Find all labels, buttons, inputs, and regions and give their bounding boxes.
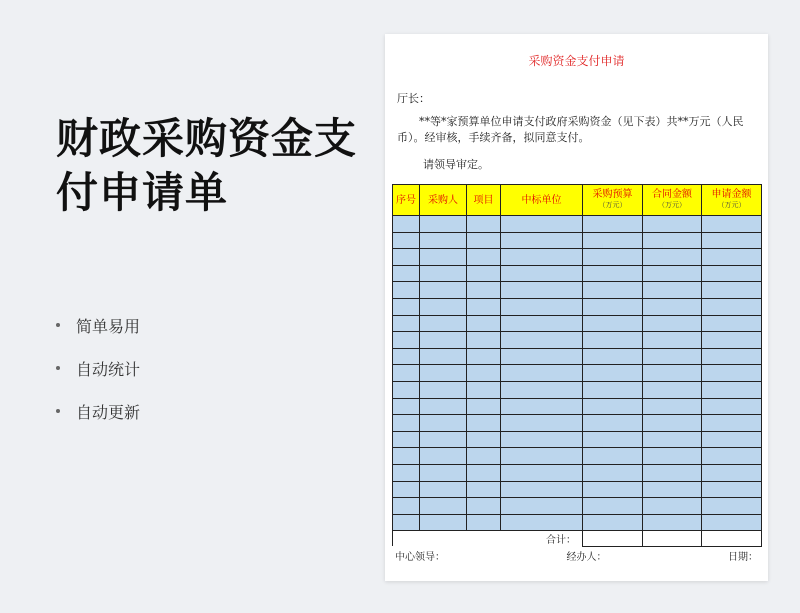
table-cell[interactable]: [643, 315, 702, 332]
table-cell[interactable]: [501, 398, 583, 415]
column-header-unit: （万元）: [658, 201, 686, 209]
table-cell[interactable]: [467, 298, 501, 315]
table-cell[interactable]: [393, 448, 420, 465]
table-cell[interactable]: [420, 232, 467, 249]
table-cell[interactable]: [467, 498, 501, 515]
column-header-label: 序号: [396, 194, 416, 206]
table-cell[interactable]: [501, 381, 583, 398]
table-cell[interactable]: [393, 398, 420, 415]
table-row: [393, 298, 762, 315]
column-header: [583, 185, 643, 216]
table-cell[interactable]: [393, 514, 420, 531]
table-cell[interactable]: [702, 464, 762, 481]
table-cell[interactable]: [501, 431, 583, 448]
table-cell[interactable]: [393, 365, 420, 382]
table-cell[interactable]: [583, 315, 643, 332]
table-cell[interactable]: [420, 415, 467, 432]
total-cell[interactable]: [702, 531, 762, 547]
table-cell[interactable]: [467, 415, 501, 432]
total-label: 合计：: [393, 531, 583, 547]
table-cell[interactable]: [501, 348, 583, 365]
column-header-label: 项目: [473, 194, 494, 206]
table-cell[interactable]: [467, 282, 501, 299]
page-title: [56, 112, 357, 220]
table-cell[interactable]: [501, 514, 583, 531]
table-cell[interactable]: [393, 216, 420, 233]
total-cell[interactable]: [643, 531, 702, 547]
table-cell[interactable]: [643, 381, 702, 398]
table-cell[interactable]: [467, 249, 501, 266]
request-paragraph: **等*家预算单位申请支付政府采购资金（见下表）共**万元（人民币）。经审核，手续齐备，拟同意支付。: [397, 115, 744, 144]
table-row: [393, 514, 762, 531]
table-cell[interactable]: [420, 448, 467, 465]
table-cell[interactable]: [643, 415, 702, 432]
table-cell[interactable]: [583, 365, 643, 382]
table-cell[interactable]: [420, 298, 467, 315]
table-cell[interactable]: [393, 298, 420, 315]
feature-label: 自动更新: [76, 402, 141, 422]
table-row: [393, 216, 762, 233]
table-cell[interactable]: [467, 332, 501, 349]
table-cell[interactable]: [501, 315, 583, 332]
table-cell[interactable]: [393, 332, 420, 349]
table-cell[interactable]: [643, 464, 702, 481]
column-header-unit: （万元）: [717, 201, 746, 209]
table-cell[interactable]: [501, 415, 583, 432]
table-cell[interactable]: [393, 381, 420, 398]
column-header: [643, 185, 702, 216]
table-cell[interactable]: [702, 216, 762, 233]
table-cell[interactable]: [467, 315, 501, 332]
table-row: [393, 448, 762, 465]
table-cell[interactable]: [501, 498, 583, 515]
table-row: [393, 265, 762, 282]
total-cell[interactable]: [583, 531, 643, 547]
table-cell[interactable]: [467, 348, 501, 365]
table-cell[interactable]: [420, 282, 467, 299]
table-cell[interactable]: [702, 365, 762, 382]
approval-request: 请领导审定。: [423, 158, 489, 171]
table-cell[interactable]: [583, 448, 643, 465]
feature-label: 自动统计: [76, 359, 141, 379]
table-row: [393, 381, 762, 398]
table-cell[interactable]: [702, 332, 762, 349]
table-cell[interactable]: [583, 498, 643, 515]
table-cell[interactable]: [420, 216, 467, 233]
table-body: [393, 216, 762, 547]
bullet-icon: [56, 323, 60, 327]
column-header: [501, 185, 583, 216]
table-cell[interactable]: [583, 249, 643, 266]
table-cell[interactable]: [702, 498, 762, 515]
table-row: [393, 365, 762, 382]
table-cell[interactable]: [420, 315, 467, 332]
table-row: [393, 332, 762, 349]
table-cell[interactable]: [702, 315, 762, 332]
table-cell[interactable]: [702, 448, 762, 465]
handler-label: 经办人：: [566, 552, 607, 563]
column-header: [393, 185, 420, 216]
table-cell[interactable]: [420, 381, 467, 398]
table-cell[interactable]: [393, 348, 420, 365]
table-cell[interactable]: [583, 282, 643, 299]
table-cell[interactable]: [467, 514, 501, 531]
table-cell[interactable]: [702, 431, 762, 448]
table-cell[interactable]: [467, 431, 501, 448]
column-header: [467, 185, 501, 216]
table-cell[interactable]: [501, 365, 583, 382]
table-row: [393, 464, 762, 481]
table-cell[interactable]: [643, 265, 702, 282]
table-cell[interactable]: [702, 249, 762, 266]
bullet-icon: [56, 366, 60, 370]
table-row: [393, 431, 762, 448]
table-row: [393, 498, 762, 515]
table-cell[interactable]: [420, 398, 467, 415]
table-cell[interactable]: [501, 282, 583, 299]
table-row: [393, 415, 762, 432]
table-cell[interactable]: [420, 464, 467, 481]
column-header: [702, 185, 762, 216]
feature-item: [56, 400, 140, 422]
table-cell[interactable]: [643, 348, 702, 365]
feature-label: 简单易用: [76, 316, 141, 336]
table-cell[interactable]: [583, 431, 643, 448]
table-cell[interactable]: [643, 332, 702, 349]
table-cell[interactable]: [583, 265, 643, 282]
table-cell[interactable]: [467, 381, 501, 398]
table-cell[interactable]: [467, 265, 501, 282]
table-cell[interactable]: [583, 216, 643, 233]
table-cell[interactable]: [702, 398, 762, 415]
salutation: 厅长：: [397, 92, 430, 105]
table-cell[interactable]: [393, 232, 420, 249]
table-cell[interactable]: [467, 464, 501, 481]
table-cell[interactable]: [420, 481, 467, 498]
table-cell[interactable]: [393, 415, 420, 432]
column-header-label: 采购人: [428, 194, 458, 206]
table-cell[interactable]: [501, 265, 583, 282]
table-cell[interactable]: [643, 282, 702, 299]
table-cell[interactable]: [393, 464, 420, 481]
feature-item: [56, 314, 140, 336]
table-cell[interactable]: [583, 514, 643, 531]
table-cell[interactable]: [420, 249, 467, 266]
page-title-line1: 财政采购资金支: [56, 114, 358, 163]
table-cell[interactable]: [643, 398, 702, 415]
table-cell[interactable]: [583, 232, 643, 249]
table-cell[interactable]: [702, 282, 762, 299]
table-cell[interactable]: [583, 464, 643, 481]
table-cell[interactable]: [393, 498, 420, 515]
table-cell[interactable]: [420, 348, 467, 365]
table-cell[interactable]: [393, 249, 420, 266]
table-cell[interactable]: [643, 431, 702, 448]
table-cell[interactable]: [501, 481, 583, 498]
table-cell[interactable]: [420, 265, 467, 282]
date-label: 日期：: [728, 552, 758, 563]
table-cell[interactable]: [583, 415, 643, 432]
table-cell[interactable]: [467, 232, 501, 249]
table-cell[interactable]: [702, 348, 762, 365]
table-cell[interactable]: [702, 298, 762, 315]
table-cell[interactable]: [501, 298, 583, 315]
signature-footer: [395, 548, 758, 563]
column-header: [420, 185, 467, 216]
table-cell[interactable]: [583, 481, 643, 498]
table-cell[interactable]: [501, 464, 583, 481]
table-cell[interactable]: [467, 216, 501, 233]
table-row: [393, 398, 762, 415]
document-title: 采购资金支付申请: [528, 54, 625, 68]
table-cell[interactable]: [643, 298, 702, 315]
table-row: [393, 232, 762, 249]
document-preview: [385, 34, 768, 581]
table-cell[interactable]: [583, 398, 643, 415]
table-cell[interactable]: [643, 216, 702, 233]
table-cell[interactable]: [702, 381, 762, 398]
table-cell[interactable]: [643, 448, 702, 465]
table-cell[interactable]: [501, 216, 583, 233]
table-cell[interactable]: [420, 431, 467, 448]
table-cell[interactable]: [643, 232, 702, 249]
column-header-label: 申请金额: [711, 189, 752, 200]
table-cell[interactable]: [643, 365, 702, 382]
table-cell[interactable]: [420, 498, 467, 515]
table-row: [393, 282, 762, 299]
table-row: [393, 315, 762, 332]
table-cell[interactable]: [643, 481, 702, 498]
table-cell[interactable]: [467, 398, 501, 415]
table-cell[interactable]: [393, 265, 420, 282]
table-cell[interactable]: [702, 415, 762, 432]
table-row: [393, 249, 762, 266]
total-row: [393, 531, 762, 547]
feature-list: [56, 314, 140, 443]
table-cell[interactable]: [393, 431, 420, 448]
page-title-line2: 付申请单: [56, 168, 229, 217]
table-cell[interactable]: [583, 332, 643, 349]
table-cell[interactable]: [702, 514, 762, 531]
table-cell[interactable]: [420, 332, 467, 349]
column-header-label: 合同金额: [652, 189, 692, 200]
table-cell[interactable]: [583, 348, 643, 365]
table-cell[interactable]: [467, 365, 501, 382]
table-cell[interactable]: [702, 481, 762, 498]
table-cell[interactable]: [643, 514, 702, 531]
table-cell[interactable]: [393, 315, 420, 332]
table-cell[interactable]: [501, 232, 583, 249]
table-cell[interactable]: [583, 298, 643, 315]
column-header-label: 中标单位: [521, 194, 562, 206]
table-row: [393, 481, 762, 498]
table-cell[interactable]: [702, 232, 762, 249]
table-cell[interactable]: [467, 448, 501, 465]
table-cell[interactable]: [501, 332, 583, 349]
table-cell[interactable]: [393, 282, 420, 299]
table-header-row: [393, 185, 762, 216]
column-header-label: 采购预算: [592, 189, 633, 200]
table-cell[interactable]: [420, 514, 467, 531]
table-cell[interactable]: [467, 481, 501, 498]
payment-table: [392, 184, 762, 547]
table-cell[interactable]: [501, 448, 583, 465]
bullet-icon: [56, 409, 60, 413]
table-cell[interactable]: [643, 249, 702, 266]
table-row: [393, 348, 762, 365]
table-cell[interactable]: [420, 365, 467, 382]
table-cell[interactable]: [702, 265, 762, 282]
table-cell[interactable]: [393, 481, 420, 498]
feature-item: [56, 357, 140, 379]
table-cell[interactable]: [643, 498, 702, 515]
column-header-unit: （万元）: [598, 201, 627, 209]
table-cell[interactable]: [501, 249, 583, 266]
center-leader-label: 中心领导：: [395, 552, 445, 563]
table-cell[interactable]: [583, 381, 643, 398]
